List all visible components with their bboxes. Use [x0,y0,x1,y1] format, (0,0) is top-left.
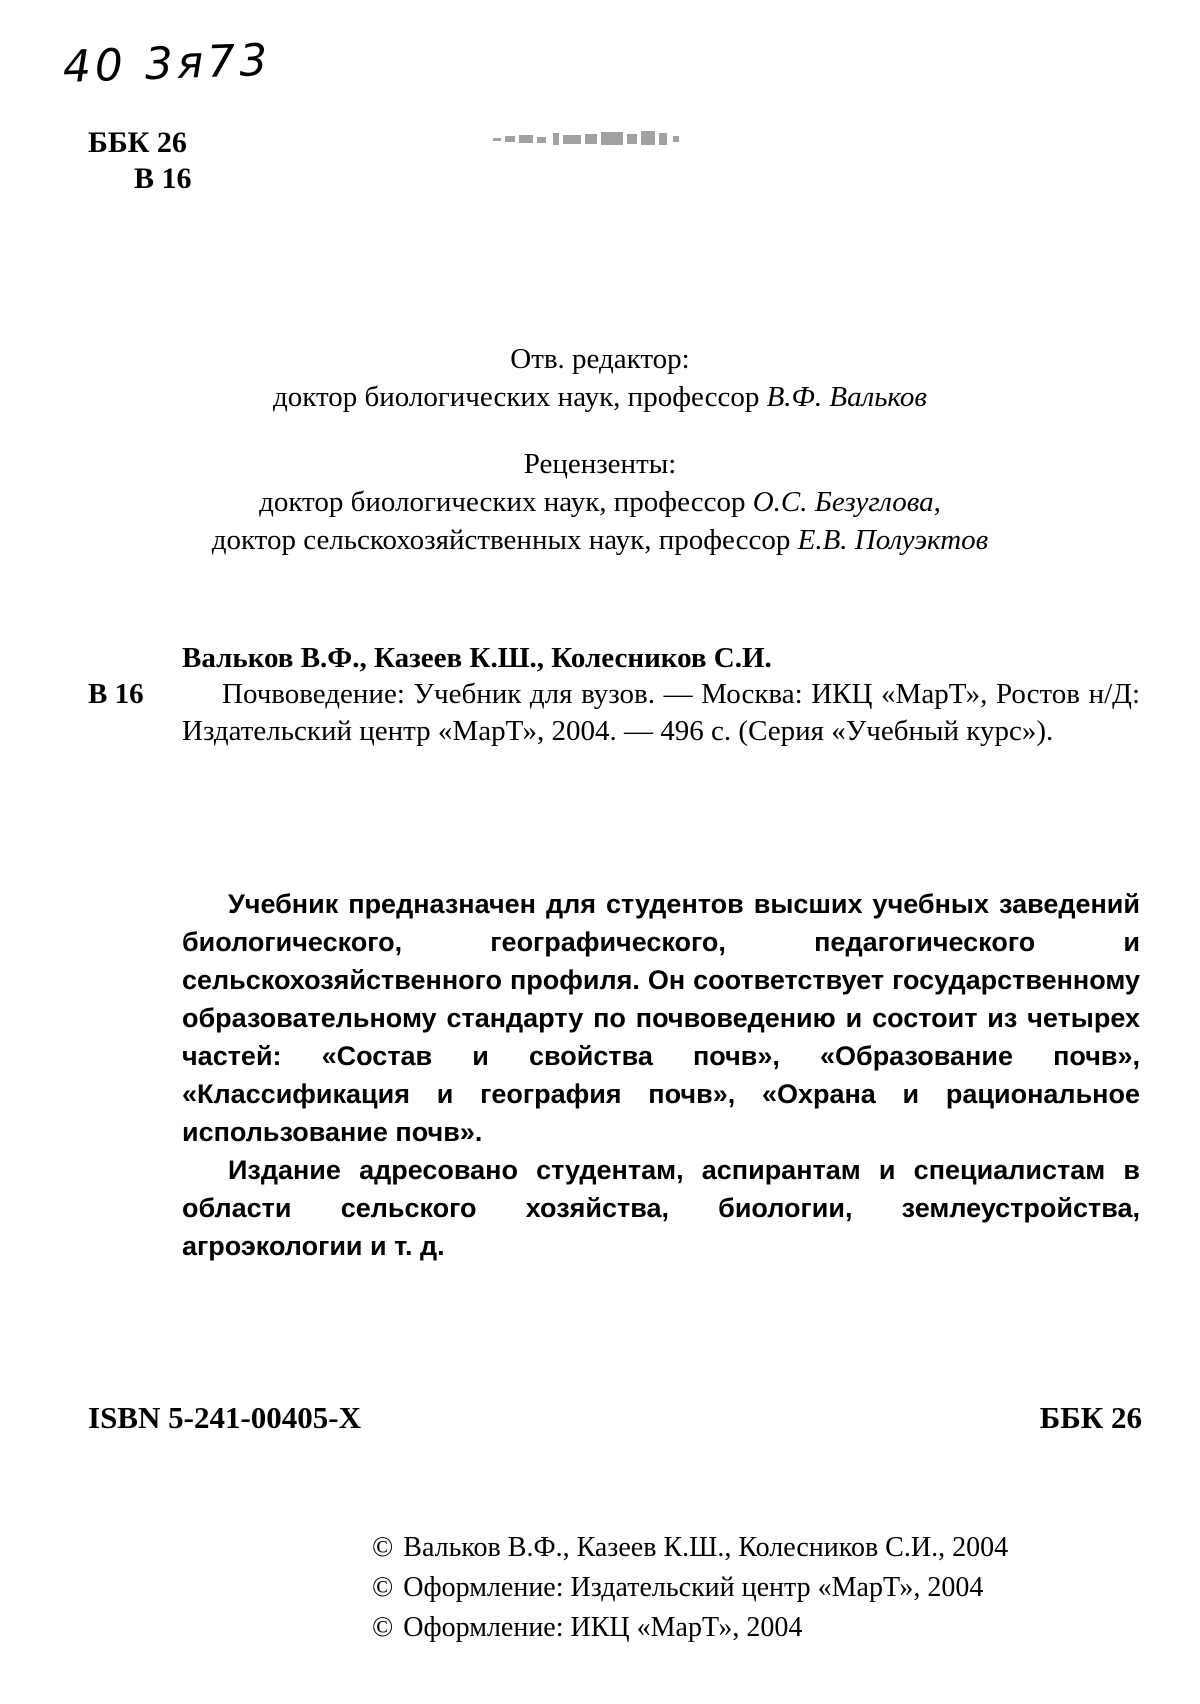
copyright-text: Вальков В.Ф., Казеев К.Ш., Колесников С.И., 2004 [403,1532,1009,1563]
copyright-line [372,1568,1008,1608]
editor-section [100,340,1100,416]
copyright-symbol: © [372,1612,394,1643]
reviewer-line [100,521,1100,559]
reviewers-section [100,445,1100,559]
author-sign: В 16 [134,162,192,195]
bibliographic-code: В 16 [88,678,144,710]
reviewers-heading: Рецензенты: [523,448,677,480]
copyright-line [372,1608,1008,1648]
annotation-paragraph: Учебник предназначен для студентов высших учебных заведений биологического, географического, педагогического и сельскохозяйственного профиля. Он соответствует государственному образовательному стандарту по почвоведению и состоит из четырех частей: «Состав и свойства почв», «Образование почв», «Классификация и география почв», «Охрана и рациональное использование почв». [182,889,1140,1147]
editor-credential: доктор биологических наук, профессор [272,381,760,413]
copyright-symbol: © [372,1532,394,1563]
classification-block [88,125,192,197]
bibliographic-description: Почвоведение: Учебник для вузов. — Москва: ИКЦ «МарТ», Ростов н/Д: Издательский центр «МарТ», 2004. — 496 с. (Серия «Учебный курс»). [182,678,1140,747]
faint-library-stamp [493,128,723,152]
copyright-text: Оформление: Издательский центр «МарТ», 2004 [403,1572,984,1603]
reviewer-line [100,483,1100,521]
isbn: ISBN 5-241-00405-X [88,1400,361,1435]
handwritten-shelf-mark: 40 3я73 [62,34,273,93]
reviewer-credential: доктор биологических наук, профессор [259,486,746,518]
reviewer-name: Е.В. Полуэктов [797,524,989,556]
bbk-footer: ББК 26 [1039,1400,1142,1435]
copyright-block [372,1528,1008,1648]
reviewer-separator: , [933,486,941,518]
annotation [182,885,1140,1265]
bibliographic-authors: Вальков В.Ф., Казеев К.Ш., Колесников С.И. [182,642,772,674]
editor-line [100,378,1100,416]
copyright-symbol: © [372,1572,394,1603]
copyright-text: Оформление: ИКЦ «МарТ», 2004 [403,1612,803,1643]
reviewer-name: О.С. Безуглова [752,486,934,518]
annotation-paragraph: Издание адресовано студентам, аспирантам и специалистам в области сельского хозяйства, биологии, землеустройства, агроэкологии и т. д. [182,1155,1140,1261]
editor-name: В.Ф. Вальков [766,381,927,413]
copyright-line [372,1528,1008,1568]
bbk-index: ББК 26 [88,126,187,159]
editor-heading: Отв. редактор: [510,343,690,375]
reviewer-credential: доктор сельскохозяйственных наук, профессор [211,524,791,556]
